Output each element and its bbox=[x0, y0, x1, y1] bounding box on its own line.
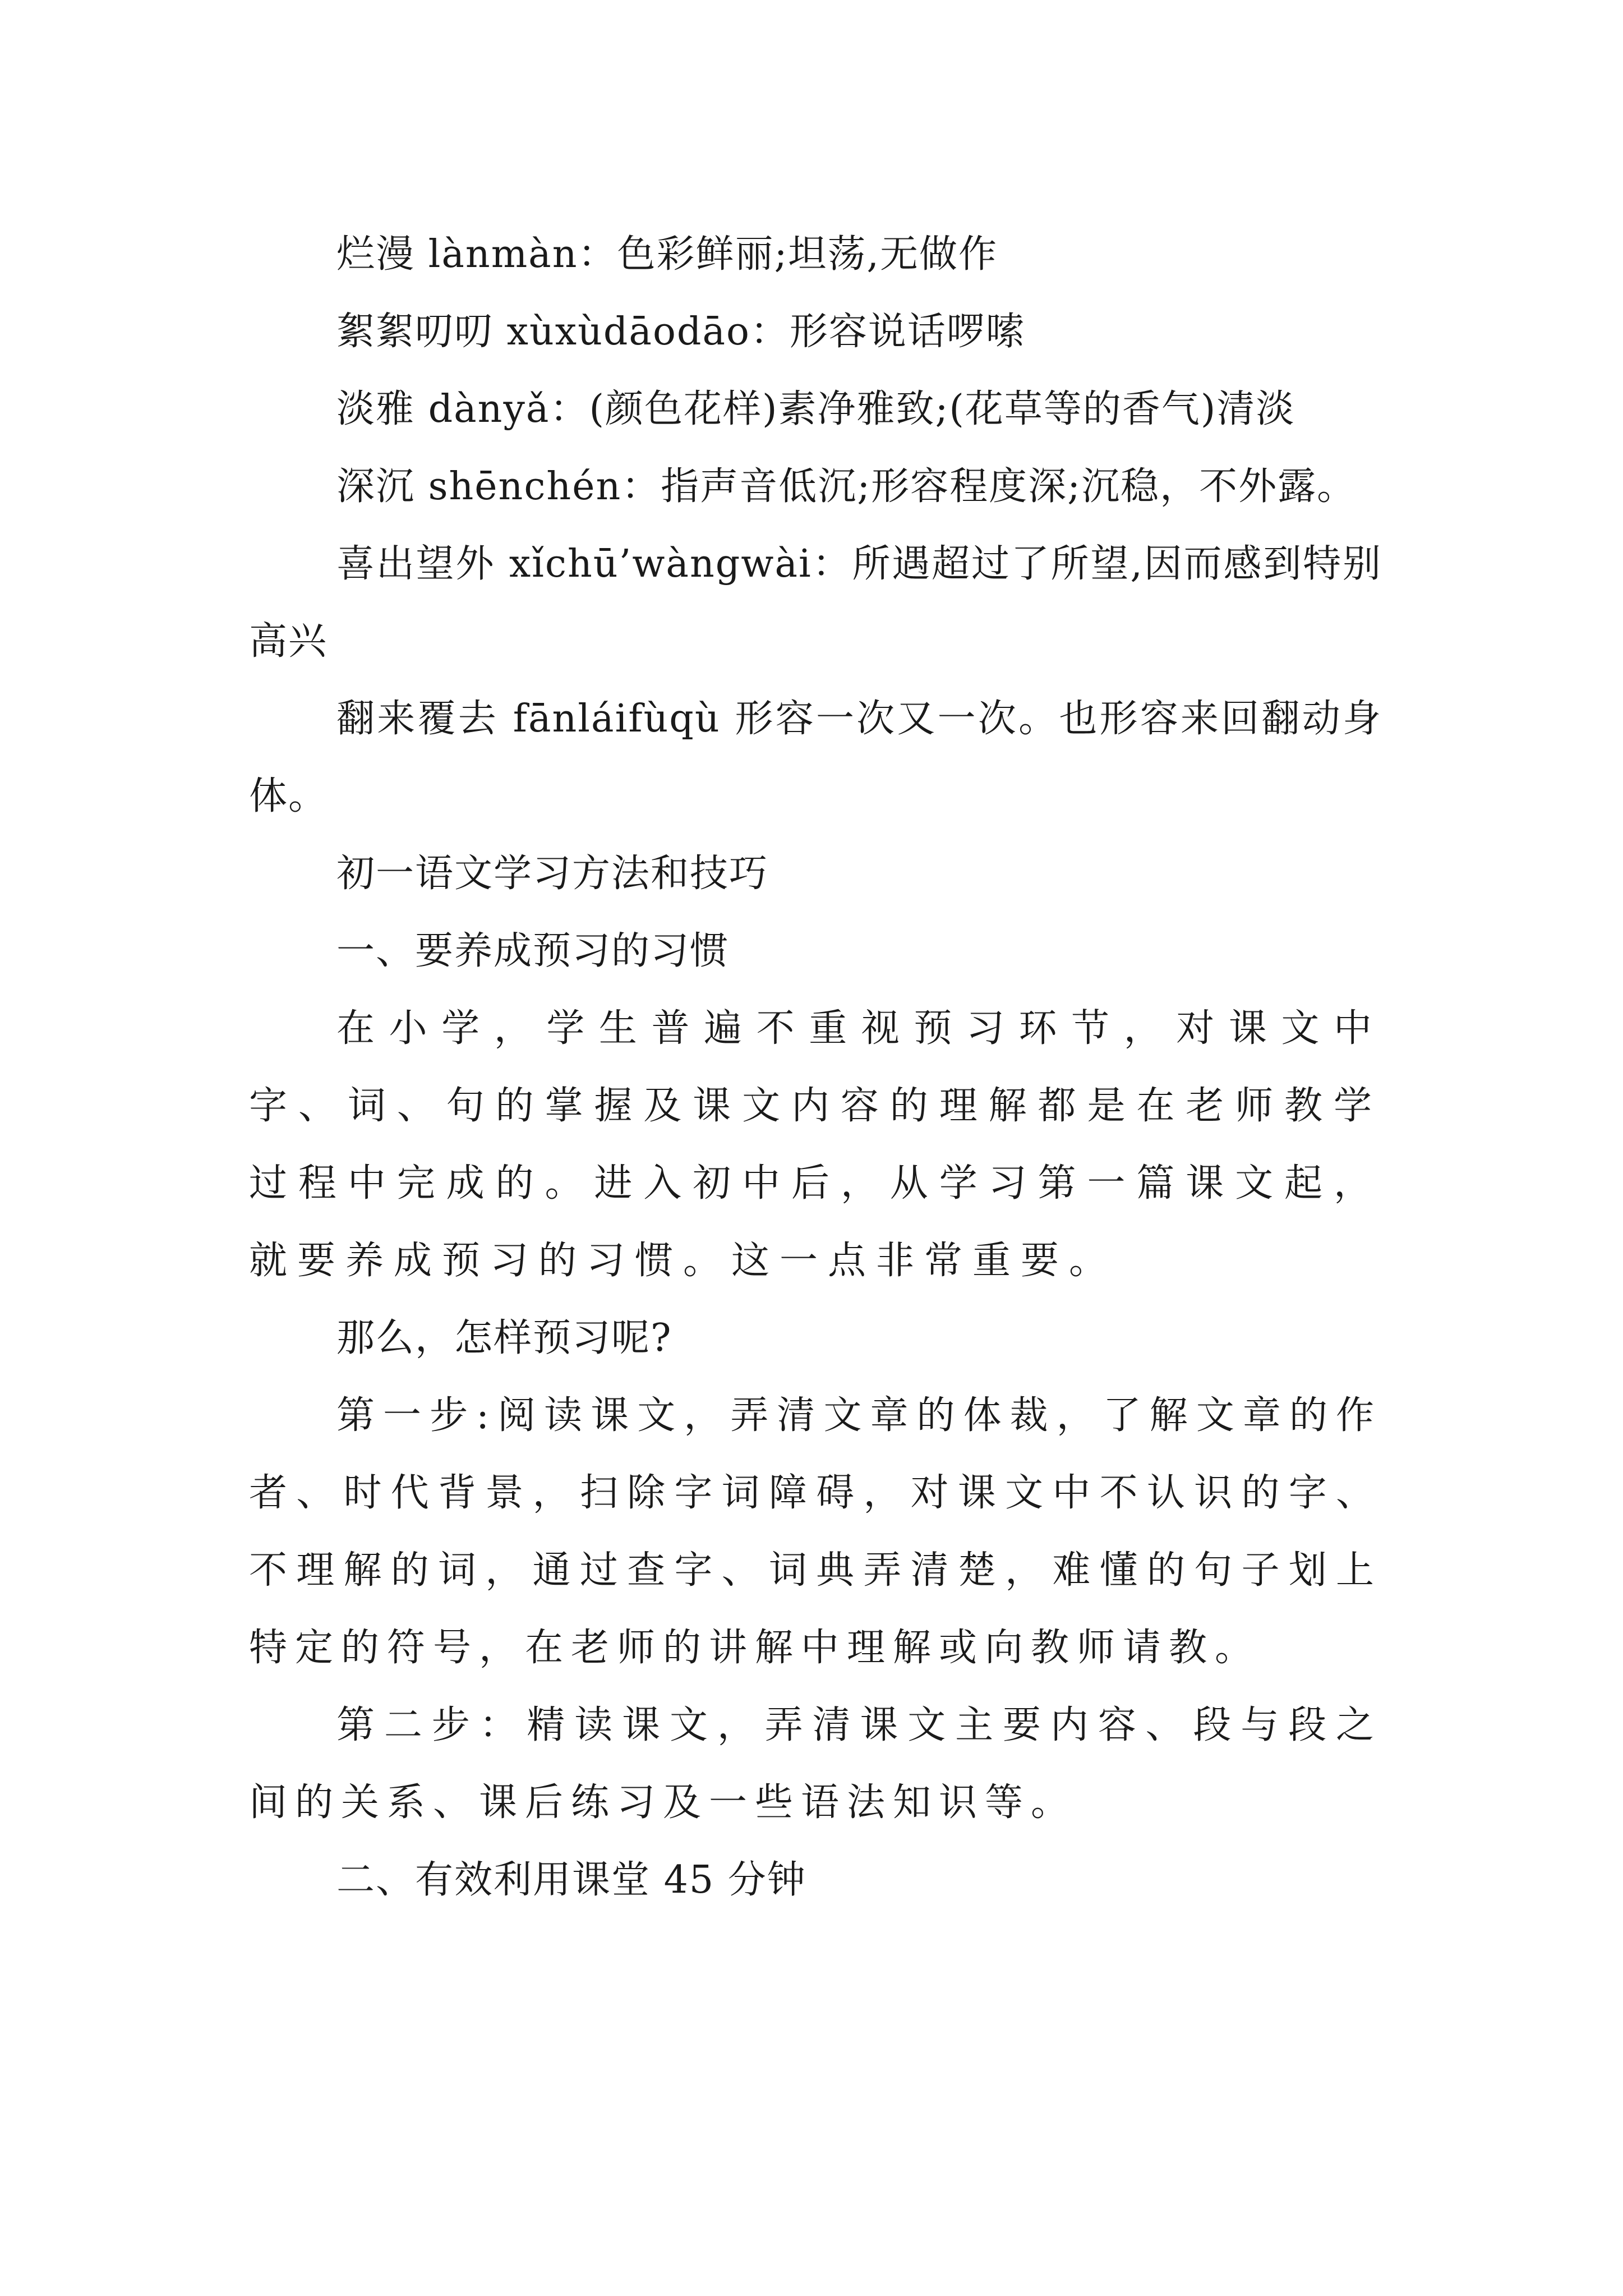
paragraph-preview-importance: 在小学，学生普遍不重视预习环节，对课文中字、词、句的掌握及课文内容的理解都是在老师教学过程中完成的。进入初中后，从学习第一篇课文起，就要养成预习的习惯。这一点非常重要。 bbox=[249, 1006, 1382, 1283]
vocab-entry-lanman: 烂漫 lànmàn：色彩鲜丽;坦荡,无做作 bbox=[336, 232, 998, 277]
paragraph-step-one: 第一步:阅读课文，弄清文章的体裁，了解文章的作者、时代背景，扫除字词障碍，对课文中不认识的字、不理解的词，通过查字、词典弄清楚，难懂的句子划上特定的符号，在老师的讲解中理解或向教师请教。 bbox=[249, 1393, 1382, 1670]
vocab-entry-xichuwangwai: 喜出望外 xǐchū’wàngwài：所遇超过了所望,因而感到特别高兴 bbox=[249, 542, 1382, 664]
heading-use-class-time: 二、有效利用课堂 45 分钟 bbox=[336, 1858, 806, 1902]
vocab-entry-fanlaifuqu: 翻来覆去 fānláifùqù 形容一次又一次。也形容来回翻动身体。 bbox=[249, 697, 1382, 818]
vocab-entry-shenchen: 深沉 shēnchén：指声音低沉;形容程度深;沉稳，不外露。 bbox=[336, 464, 1357, 509]
heading-preview-habit: 一、要养成预习的习惯 bbox=[336, 929, 730, 973]
section-title: 初一语文学习方法和技巧 bbox=[336, 852, 769, 896]
vocab-entry-xuxudaodao: 絮絮叨叨 xùxùdāodāo：形容说话啰嗦 bbox=[336, 310, 1025, 354]
paragraph-how-to-preview: 那么，怎样预习呢? bbox=[336, 1316, 672, 1360]
vocab-entry-danya: 淡雅 dànyǎ：(颜色花样)素净雅致;(花草等的香气)清淡 bbox=[336, 387, 1295, 431]
document-body bbox=[249, 216, 1382, 1919]
paragraph-step-two: 第二步：精读课文，弄清课文主要内容、段与段之间的关系、课后练习及一些语法知识等。 bbox=[249, 1703, 1382, 1825]
